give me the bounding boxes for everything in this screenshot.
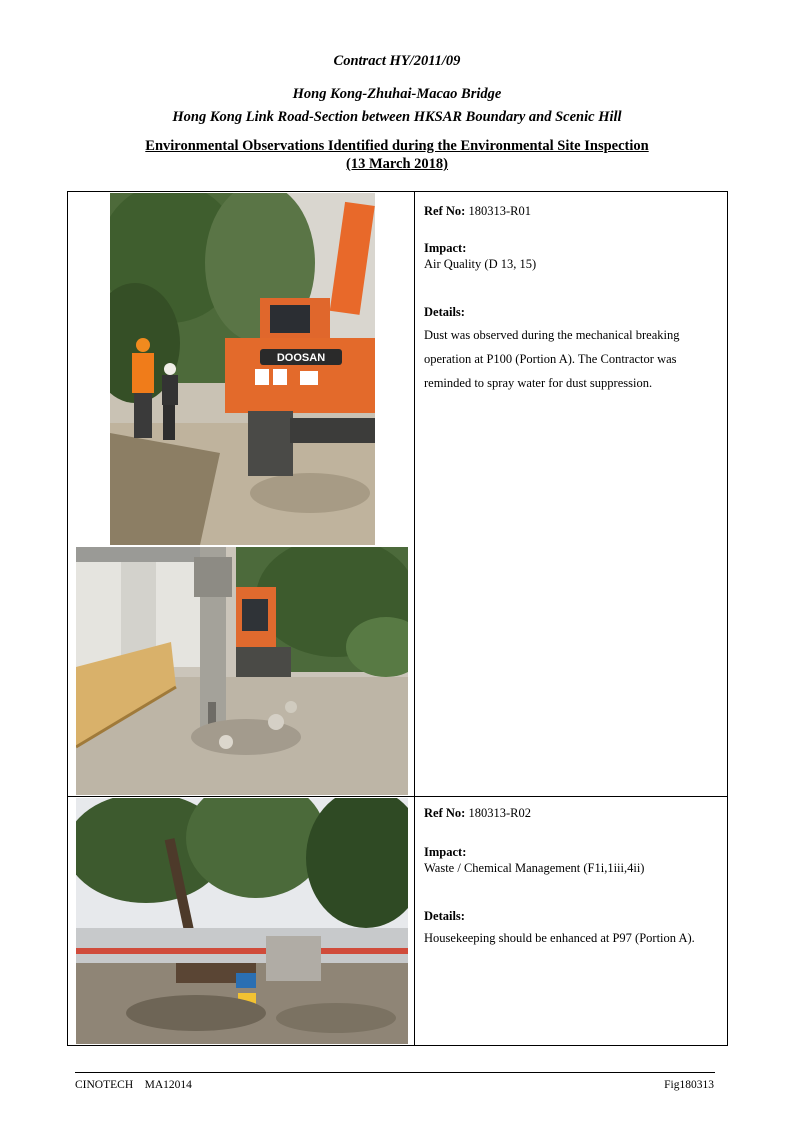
record-2-details-value: Housekeeping should be enhanced at P97 (Portion A). <box>424 931 695 945</box>
table-column-divider <box>414 191 415 1046</box>
table-row-divider <box>67 796 728 797</box>
record-1-ref-label: Ref No: <box>424 204 466 218</box>
contract-number: Contract HY/2011/09 <box>333 53 461 69</box>
record-2-impact-label: Impact: <box>424 845 467 859</box>
record-2-impact-value: Waste / Chemical Management (F1i,1iii,4ii) <box>424 861 645 875</box>
photo-housekeeping-area <box>76 798 408 1044</box>
record-1-details-label: Details: <box>424 305 465 319</box>
footer-left: CINOTECH MA12014 <box>75 1079 192 1091</box>
page-title-line1: Environmental Observations Identified during the Environmental Site Inspection <box>145 138 649 154</box>
photo-mechanical-breaker <box>76 547 408 795</box>
excavator-brand-text: DOOSAN <box>276 352 326 364</box>
page-title-line2: (13 March 2018) <box>345 156 449 172</box>
record-2-ref-value: 180313-R02 <box>468 806 531 820</box>
record-2-details-label: Details: <box>424 909 465 923</box>
footer-figure-number: Fig180313 <box>664 1079 714 1091</box>
record-1-impact-label: Impact: <box>424 241 467 255</box>
project-title-line2: Hong Kong Link Road-Section between HKSAR Boundary and Scenic Hill <box>172 109 622 125</box>
footer-divider <box>75 1072 715 1073</box>
record-1-details-value: Dust was observed during the mechanical breaking operation at P100 (Portion A). The Contractor was reminded to spray water for dust suppression. <box>424 328 680 390</box>
project-title-line1: Hong Kong-Zhuhai-Macao Bridge <box>292 86 502 102</box>
photo-excavator-dust <box>110 193 375 545</box>
record-2-ref-label: Ref No: <box>424 806 466 820</box>
record-1-ref-value: 180313-R01 <box>468 204 531 218</box>
record-1-impact-value: Air Quality (D 13, 15) <box>424 257 537 271</box>
